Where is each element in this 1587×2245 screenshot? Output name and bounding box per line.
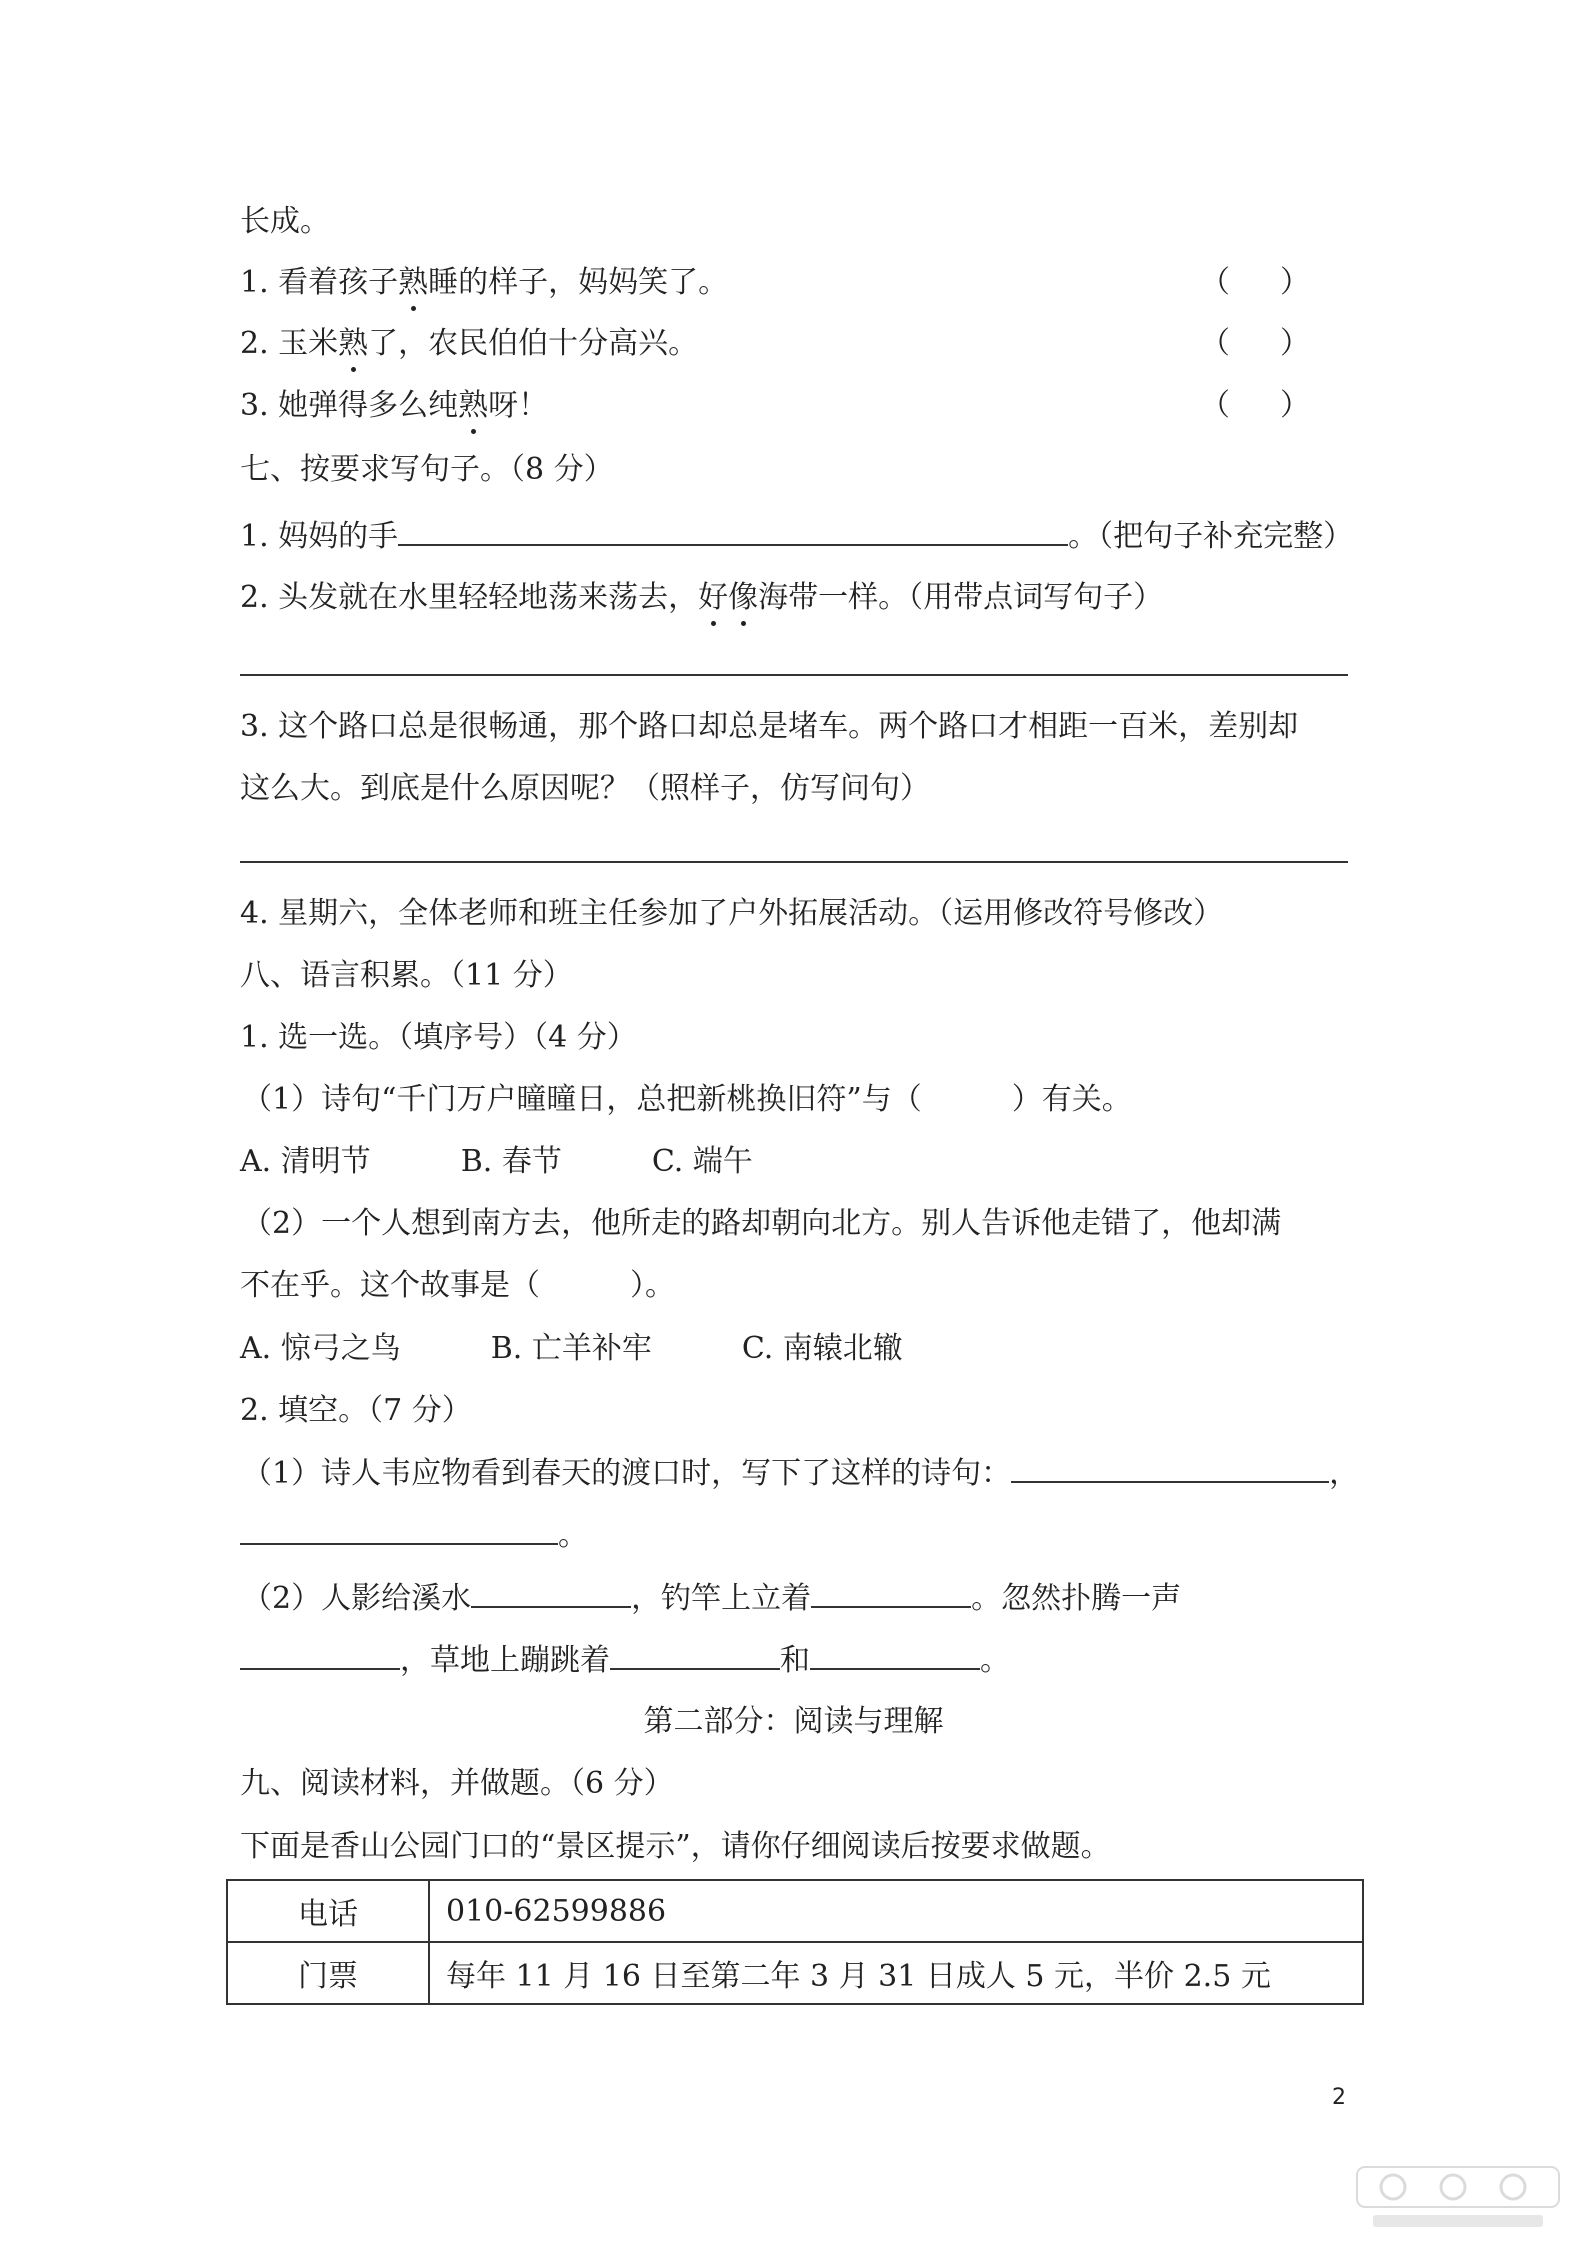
section-9-intro: 下面是香山公园门口的“景区提示”，请你仔细阅读后按要求做题。 [240,1829,1111,1864]
answer-blank[interactable] [240,1638,400,1670]
answer-paren[interactable]: （ ） [1200,265,1310,300]
table-key: 电话 [227,1880,429,1942]
question-8-2: 2. 填空。（7 分） [240,1393,472,1428]
question-8-2-1-cont: 。 [240,1513,588,1557]
question-7-4: 4. 星期六，全体老师和班主任参加了户外拓展活动。（运用修改符号修改） [240,896,1224,931]
question-8-1-1-options[interactable]: A. 清明节 B. 春节 C. 端午 [240,1144,753,1179]
answer-line[interactable] [240,861,1348,863]
question-text: 3. 她弹得多么纯熟呀！ [240,388,548,423]
section-7-heading: 七、按要求写句子。（8 分） [240,452,614,487]
text-line: 长成。 [240,204,330,239]
section-8-heading: 八、语言积累。（11 分） [240,958,573,993]
answer-blank[interactable] [811,1576,971,1608]
table-value: 010-62599886 [429,1880,1363,1942]
question-7-3-line1: 3. 这个路口总是很畅通，那个路口却总是堵车。两个路口才相距一百米，差别却 [240,709,1299,744]
question-hint: 。（把句子补充完整） [1068,519,1354,554]
question-text: 2. 玉米熟了，农民伯伯十分高兴。 [240,326,698,361]
question-8-1-1: （1）诗句“千门万户曈曈日，总把新桃换旧符”与（ ）有关。 [242,1082,1132,1117]
question-6-1 [240,261,728,305]
answer-paren[interactable]: （ ） [1200,326,1310,361]
question-7-2 [240,576,1163,620]
question-7-1 [240,514,1353,558]
answer-blank[interactable] [810,1638,980,1670]
question-8-1-2-line2: 不在乎。这个故事是（ ）。 [240,1268,675,1303]
section-9-heading: 九、阅读材料，并做题。（6 分） [240,1766,674,1801]
scenic-info-table [226,1879,1364,2005]
watermark-logo-icon [1353,2163,1563,2235]
page-number: 2 [1332,2085,1346,2110]
answer-blank[interactable] [240,1513,558,1545]
question-8-1-2-options[interactable]: A. 惊弓之鸟 B. 亡羊补牢 C. 南辕北辙 [240,1331,903,1366]
question-text: 2. 头发就在水里轻轻地荡来荡去，好像海带一样。（用带点词写句子） [240,580,1163,615]
table-value: 每年 11 月 16 日至第二年 3 月 31 日成人 5 元，半价 2.5 元 [429,1942,1363,2004]
answer-blank[interactable] [610,1638,780,1670]
question-8-2-2-line2: ，草地上蹦跳着 和 。 [240,1638,1010,1682]
answer-blank[interactable] [471,1576,631,1608]
question-7-3-line2: 这么大。到底是什么原因呢？（照样子，仿写问句） [240,771,930,806]
question-text: 1. 看着孩子熟睡的样子，妈妈笑了。 [240,265,728,300]
table-row [227,1942,1363,2004]
answer-line[interactable] [240,674,1348,676]
question-text: （1）诗人韦应物看到春天的渡口时，写下了这样的诗句： [242,1456,1012,1491]
question-8-2-2-line1: （2）人影给溪水 ，钓竿上立着 。忽然扑腾一声 [242,1576,1181,1620]
question-6-3 [240,384,548,428]
question-8-1: 1. 选一选。（填序号）（4 分） [240,1020,637,1055]
question-8-2-1: （1）诗人韦应物看到春天的渡口时，写下了这样的诗句： ， [242,1451,1359,1495]
answer-blank[interactable] [398,514,1068,546]
part-2-heading: 第二部分：阅读与理解 [643,1704,944,1739]
table-key: 门票 [227,1942,429,2004]
table-row [227,1880,1363,1942]
answer-paren[interactable]: （ ） [1200,388,1310,423]
question-8-1-2-line1: （2）一个人想到南方去，他所走的路却朝向北方。别人告诉他走错了，他却满 [242,1206,1282,1241]
answer-blank[interactable] [1011,1451,1329,1483]
question-6-2 [240,322,698,366]
question-text: 1. 妈妈的手 [240,519,399,554]
